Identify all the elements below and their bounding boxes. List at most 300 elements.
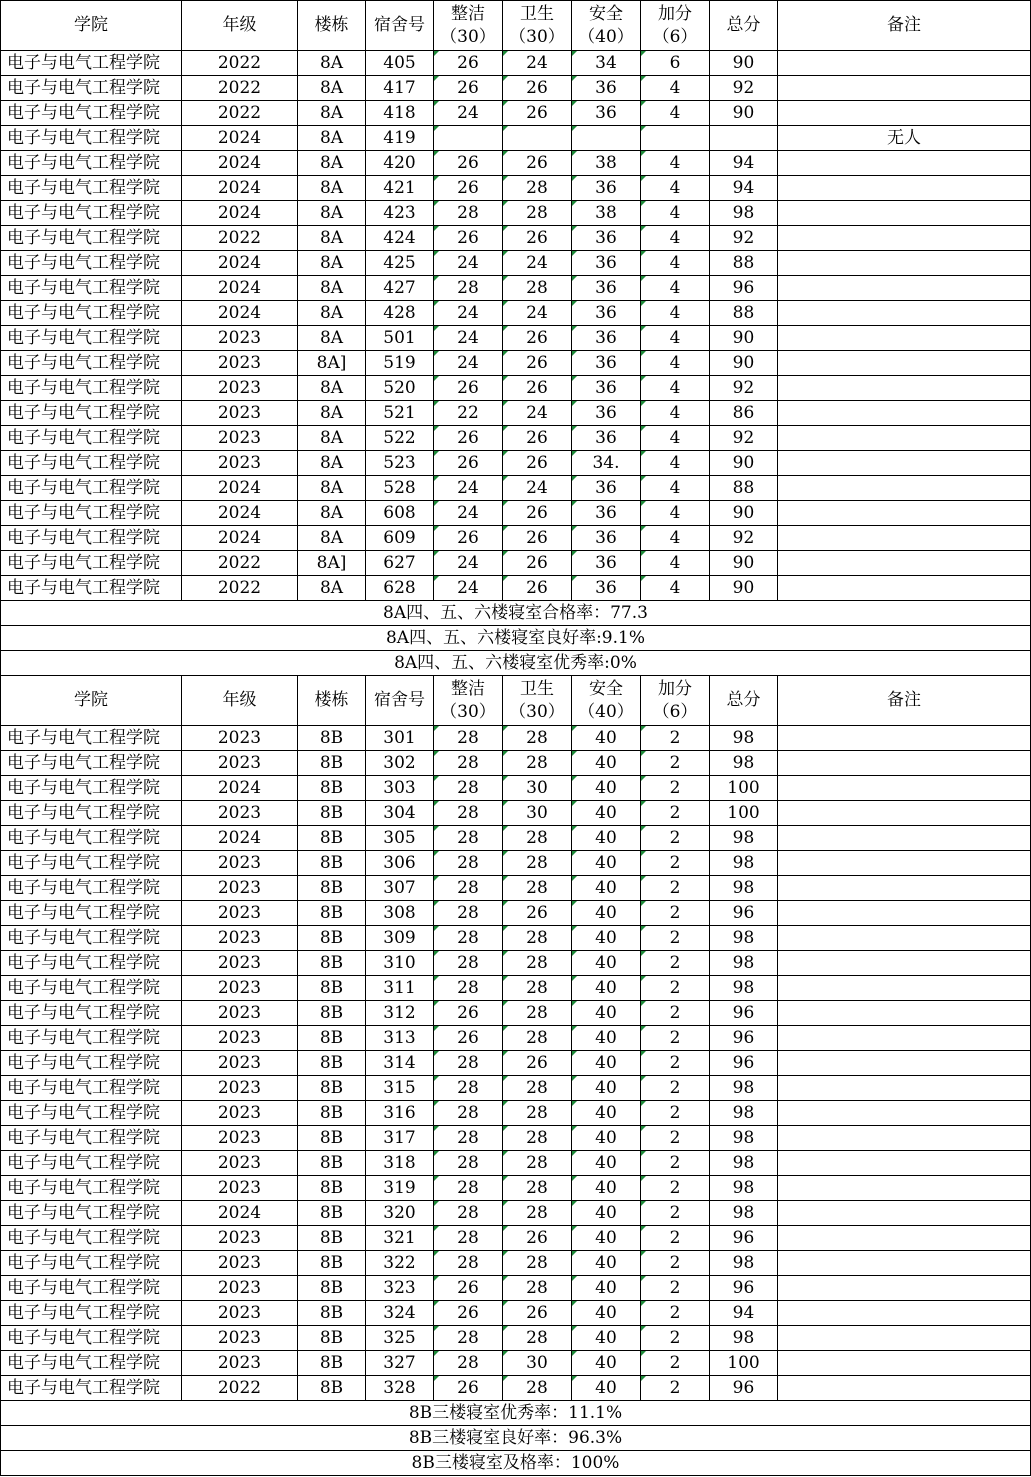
table-row — [1, 826, 1031, 851]
building-cell: 8A — [298, 226, 366, 251]
bonus-cell: 2 — [641, 801, 710, 826]
safety-cell: 36 — [572, 376, 641, 401]
building-cell: 8A — [298, 251, 366, 276]
notes-cell — [778, 1176, 1031, 1201]
header-tidy-max: （30） — [440, 701, 496, 722]
room-cell: 302 — [366, 751, 434, 776]
grade-cell: 2023 — [182, 851, 298, 876]
summary-text: 8A四、五、六楼寝室合格率：77.3 — [1, 601, 1031, 626]
grade-cell: 2024 — [182, 176, 298, 201]
college-cell: 电子与电气工程学院 — [1, 1001, 182, 1026]
total-cell: 96 — [710, 1276, 778, 1301]
college-cell: 电子与电气工程学院 — [1, 1126, 182, 1151]
total-cell: 88 — [710, 251, 778, 276]
notes-cell — [778, 401, 1031, 426]
notes-cell — [778, 1376, 1031, 1401]
table-row — [1, 451, 1031, 476]
safety-cell: 40 — [572, 1226, 641, 1251]
grade-cell: 2024 — [182, 251, 298, 276]
header-room — [366, 1, 434, 51]
tidy-cell: 26 — [434, 451, 503, 476]
table-row — [1, 1276, 1031, 1301]
total-cell: 100 — [710, 1351, 778, 1376]
room-cell: 311 — [366, 976, 434, 1001]
college-cell: 电子与电气工程学院 — [1, 751, 182, 776]
hygiene-cell: 28 — [503, 1276, 572, 1301]
safety-cell: 40 — [572, 1276, 641, 1301]
bonus-cell: 4 — [641, 401, 710, 426]
table-row — [1, 301, 1031, 326]
safety-cell: 36 — [572, 226, 641, 251]
notes-cell — [778, 726, 1031, 751]
hygiene-cell: 28 — [503, 201, 572, 226]
header-hygiene — [503, 1, 572, 51]
college-cell: 电子与电气工程学院 — [1, 301, 182, 326]
tidy-cell: 28 — [434, 1126, 503, 1151]
table-row — [1, 1201, 1031, 1226]
table-row — [1, 726, 1031, 751]
room-cell: 303 — [366, 776, 434, 801]
college-cell: 电子与电气工程学院 — [1, 476, 182, 501]
header-building — [298, 1, 366, 51]
grade-cell: 2022 — [182, 101, 298, 126]
hygiene-cell: 28 — [503, 726, 572, 751]
table-row — [1, 101, 1031, 126]
room-cell: 501 — [366, 326, 434, 351]
bonus-cell: 2 — [641, 1201, 710, 1226]
tidy-cell: 28 — [434, 751, 503, 776]
notes-cell — [778, 1251, 1031, 1276]
building-cell: 8A — [298, 526, 366, 551]
room-cell: 405 — [366, 51, 434, 76]
table-row — [1, 401, 1031, 426]
building-cell: 8B — [298, 1251, 366, 1276]
header-building-label: 楼栋 — [314, 690, 349, 710]
grade-cell: 2024 — [182, 276, 298, 301]
grade-cell: 2022 — [182, 1376, 298, 1401]
hygiene-cell: 26 — [503, 426, 572, 451]
header-college — [1, 1, 182, 51]
college-cell: 电子与电气工程学院 — [1, 1276, 182, 1301]
tidy-cell: 26 — [434, 1376, 503, 1401]
safety-cell: 36 — [572, 326, 641, 351]
total-cell: 98 — [710, 1151, 778, 1176]
room-cell: 421 — [366, 176, 434, 201]
grade-cell: 2024 — [182, 776, 298, 801]
room-cell: 315 — [366, 1076, 434, 1101]
tidy-cell: 24 — [434, 326, 503, 351]
hygiene-cell: 28 — [503, 976, 572, 1001]
tidy-cell: 28 — [434, 1051, 503, 1076]
safety-cell: 36 — [572, 351, 641, 376]
total-cell: 90 — [710, 51, 778, 76]
hygiene-cell: 28 — [503, 276, 572, 301]
room-cell: 301 — [366, 726, 434, 751]
tidy-cell: 26 — [434, 76, 503, 101]
college-cell: 电子与电气工程学院 — [1, 401, 182, 426]
hygiene-cell: 26 — [503, 376, 572, 401]
bonus-cell: 4 — [641, 76, 710, 101]
college-cell: 电子与电气工程学院 — [1, 776, 182, 801]
safety-cell: 40 — [572, 1101, 641, 1126]
grade-cell: 2023 — [182, 1301, 298, 1326]
tidy-cell: 28 — [434, 726, 503, 751]
college-cell: 电子与电气工程学院 — [1, 201, 182, 226]
bonus-cell: 2 — [641, 1326, 710, 1351]
safety-cell: 40 — [572, 1326, 641, 1351]
grade-cell: 2022 — [182, 51, 298, 76]
bonus-cell: 2 — [641, 1101, 710, 1126]
hygiene-cell: 28 — [503, 1376, 572, 1401]
room-cell: 522 — [366, 426, 434, 451]
total-cell: 92 — [710, 226, 778, 251]
grade-cell: 2024 — [182, 201, 298, 226]
safety-cell: 36 — [572, 501, 641, 526]
table-row — [1, 1376, 1031, 1401]
hygiene-cell: 28 — [503, 826, 572, 851]
bonus-cell: 4 — [641, 251, 710, 276]
tidy-cell: 24 — [434, 251, 503, 276]
building-cell: 8B — [298, 1101, 366, 1126]
table-row — [1, 1351, 1031, 1376]
bonus-cell: 4 — [641, 151, 710, 176]
notes-cell — [778, 1226, 1031, 1251]
tidy-cell: 26 — [434, 1276, 503, 1301]
tidy-cell: 26 — [434, 1026, 503, 1051]
bonus-cell — [641, 126, 710, 151]
room-cell: 318 — [366, 1151, 434, 1176]
room-cell: 305 — [366, 826, 434, 851]
college-cell: 电子与电气工程学院 — [1, 51, 182, 76]
notes-cell — [778, 1101, 1031, 1126]
tidy-cell: 28 — [434, 926, 503, 951]
tidy-cell: 26 — [434, 1001, 503, 1026]
bonus-cell: 4 — [641, 501, 710, 526]
table-row — [1, 926, 1031, 951]
hygiene-cell: 30 — [503, 776, 572, 801]
building-cell: 8B — [298, 1001, 366, 1026]
grade-cell: 2023 — [182, 1076, 298, 1101]
room-cell: 321 — [366, 1226, 434, 1251]
safety-cell: 40 — [572, 901, 641, 926]
table-row — [1, 1301, 1031, 1326]
building-cell: 8A — [298, 76, 366, 101]
header-bonus-max: （6） — [652, 26, 698, 47]
hygiene-cell: 26 — [503, 526, 572, 551]
bonus-cell: 4 — [641, 451, 710, 476]
tidy-cell: 26 — [434, 376, 503, 401]
building-cell: 8A — [298, 476, 366, 501]
notes-cell — [778, 151, 1031, 176]
notes-cell — [778, 751, 1031, 776]
tidy-cell: 28 — [434, 1101, 503, 1126]
hygiene-cell: 28 — [503, 1001, 572, 1026]
tidy-cell: 26 — [434, 526, 503, 551]
header-grade — [182, 676, 298, 726]
bonus-cell: 4 — [641, 426, 710, 451]
hygiene-cell: 26 — [503, 1226, 572, 1251]
total-cell: 92 — [710, 526, 778, 551]
bonus-cell: 2 — [641, 1376, 710, 1401]
header-room-label: 宿舍号 — [374, 15, 425, 35]
notes-cell — [778, 426, 1031, 451]
hygiene-cell: 24 — [503, 251, 572, 276]
grade-cell: 2023 — [182, 801, 298, 826]
header-tidy-max: （30） — [440, 26, 496, 47]
building-cell: 8B — [298, 1201, 366, 1226]
total-cell: 96 — [710, 1001, 778, 1026]
safety-cell: 36 — [572, 251, 641, 276]
total-cell: 98 — [710, 1326, 778, 1351]
bonus-cell: 2 — [641, 1151, 710, 1176]
safety-cell: 40 — [572, 951, 641, 976]
header-tidy-label: 整洁 — [451, 3, 485, 24]
grade-cell: 2023 — [182, 1151, 298, 1176]
hygiene-cell: 28 — [503, 1101, 572, 1126]
total-cell: 90 — [710, 351, 778, 376]
tidy-cell: 28 — [434, 201, 503, 226]
total-cell: 98 — [710, 726, 778, 751]
bonus-cell: 2 — [641, 951, 710, 976]
room-cell: 327 — [366, 1351, 434, 1376]
room-cell: 520 — [366, 376, 434, 401]
college-cell: 电子与电气工程学院 — [1, 351, 182, 376]
total-cell: 96 — [710, 1226, 778, 1251]
grade-cell: 2024 — [182, 1201, 298, 1226]
notes-cell: 无人 — [778, 126, 1031, 151]
grade-cell: 2023 — [182, 1051, 298, 1076]
safety-cell: 36 — [572, 551, 641, 576]
building-cell: 8B — [298, 1126, 366, 1151]
summary-text: 8B三楼寝室优秀率：11.1% — [1, 1401, 1031, 1426]
building-cell: 8A — [298, 326, 366, 351]
table-row — [1, 126, 1031, 151]
grade-cell: 2023 — [182, 901, 298, 926]
safety-cell: 40 — [572, 751, 641, 776]
room-cell: 325 — [366, 1326, 434, 1351]
tidy-cell: 28 — [434, 901, 503, 926]
room-cell: 307 — [366, 876, 434, 901]
hygiene-cell: 26 — [503, 901, 572, 926]
building-cell: 8B — [298, 826, 366, 851]
bonus-cell: 4 — [641, 101, 710, 126]
table-row — [1, 876, 1031, 901]
total-cell: 98 — [710, 1176, 778, 1201]
tidy-cell: 24 — [434, 501, 503, 526]
building-cell: 8B — [298, 901, 366, 926]
header-hygiene-label: 卫生 — [520, 3, 554, 24]
grade-cell: 2023 — [182, 426, 298, 451]
tidy-cell: 26 — [434, 226, 503, 251]
safety-cell: 36 — [572, 301, 641, 326]
notes-cell — [778, 301, 1031, 326]
tidy-cell: 28 — [434, 876, 503, 901]
header-grade — [182, 1, 298, 51]
grade-cell: 2023 — [182, 1251, 298, 1276]
notes-cell — [778, 476, 1031, 501]
total-cell: 86 — [710, 401, 778, 426]
bonus-cell: 4 — [641, 276, 710, 301]
tidy-cell: 24 — [434, 551, 503, 576]
grade-cell: 2023 — [182, 1026, 298, 1051]
grade-cell: 2024 — [182, 126, 298, 151]
hygiene-cell: 26 — [503, 576, 572, 601]
hygiene-cell: 28 — [503, 1176, 572, 1201]
tidy-cell: 26 — [434, 426, 503, 451]
bonus-cell: 4 — [641, 226, 710, 251]
table-row — [1, 1251, 1031, 1276]
total-cell: 100 — [710, 776, 778, 801]
bonus-cell: 4 — [641, 551, 710, 576]
bonus-cell: 2 — [641, 776, 710, 801]
notes-cell — [778, 1026, 1031, 1051]
room-cell: 324 — [366, 1301, 434, 1326]
header-total — [710, 1, 778, 51]
grade-cell: 2023 — [182, 951, 298, 976]
bonus-cell: 2 — [641, 1276, 710, 1301]
tidy-cell: 28 — [434, 976, 503, 1001]
college-cell: 电子与电气工程学院 — [1, 1301, 182, 1326]
header-total — [710, 676, 778, 726]
grade-cell: 2023 — [182, 751, 298, 776]
bonus-cell: 4 — [641, 526, 710, 551]
total-cell: 94 — [710, 1301, 778, 1326]
safety-cell: 40 — [572, 826, 641, 851]
building-cell: 8B — [298, 801, 366, 826]
total-cell: 98 — [710, 1101, 778, 1126]
table-row — [1, 851, 1031, 876]
tidy-cell: 28 — [434, 1226, 503, 1251]
college-cell: 电子与电气工程学院 — [1, 801, 182, 826]
room-cell: 304 — [366, 801, 434, 826]
hygiene-cell: 28 — [503, 1326, 572, 1351]
safety-cell: 34 — [572, 51, 641, 76]
safety-cell: 40 — [572, 1026, 641, 1051]
total-cell: 98 — [710, 201, 778, 226]
college-cell: 电子与电气工程学院 — [1, 1351, 182, 1376]
college-cell: 电子与电气工程学院 — [1, 1176, 182, 1201]
bonus-cell: 4 — [641, 476, 710, 501]
total-cell: 92 — [710, 76, 778, 101]
college-cell: 电子与电气工程学院 — [1, 1376, 182, 1401]
header-notes — [778, 676, 1031, 726]
notes-cell — [778, 826, 1031, 851]
bonus-cell: 2 — [641, 1051, 710, 1076]
total-cell: 92 — [710, 426, 778, 451]
building-cell: 8B — [298, 1276, 366, 1301]
building-cell: 8A — [298, 401, 366, 426]
tidy-cell: 28 — [434, 1326, 503, 1351]
room-cell: 306 — [366, 851, 434, 876]
tidy-cell: 26 — [434, 51, 503, 76]
notes-cell — [778, 76, 1031, 101]
college-cell: 电子与电气工程学院 — [1, 1101, 182, 1126]
total-cell: 90 — [710, 326, 778, 351]
room-cell: 420 — [366, 151, 434, 176]
safety-cell: 40 — [572, 1076, 641, 1101]
total-cell: 96 — [710, 901, 778, 926]
tidy-cell: 28 — [434, 851, 503, 876]
safety-cell: 38 — [572, 151, 641, 176]
table-row — [1, 576, 1031, 601]
building-cell: 8B — [298, 1151, 366, 1176]
grade-cell: 2023 — [182, 876, 298, 901]
room-cell: 313 — [366, 1026, 434, 1051]
college-cell: 电子与电气工程学院 — [1, 251, 182, 276]
total-cell: 92 — [710, 376, 778, 401]
tidy-cell: 28 — [434, 1076, 503, 1101]
bonus-cell: 4 — [641, 576, 710, 601]
college-cell: 电子与电气工程学院 — [1, 126, 182, 151]
grade-cell: 2023 — [182, 451, 298, 476]
room-cell: 323 — [366, 1276, 434, 1301]
grade-cell: 2023 — [182, 926, 298, 951]
hygiene-cell: 28 — [503, 1251, 572, 1276]
total-cell: 100 — [710, 801, 778, 826]
table-row — [1, 1326, 1031, 1351]
hygiene-cell: 28 — [503, 176, 572, 201]
safety-cell: 40 — [572, 726, 641, 751]
college-cell: 电子与电气工程学院 — [1, 451, 182, 476]
total-cell: 90 — [710, 551, 778, 576]
header-hygiene — [503, 676, 572, 726]
building-cell: 8A — [298, 376, 366, 401]
hygiene-cell: 26 — [503, 226, 572, 251]
tidy-cell: 22 — [434, 401, 503, 426]
building-cell: 8A — [298, 51, 366, 76]
total-cell: 90 — [710, 101, 778, 126]
hygiene-cell: 26 — [503, 151, 572, 176]
total-cell: 96 — [710, 276, 778, 301]
grade-cell: 2024 — [182, 301, 298, 326]
grade-cell: 2023 — [182, 1126, 298, 1151]
table-row — [1, 776, 1031, 801]
college-cell: 电子与电气工程学院 — [1, 276, 182, 301]
bonus-cell: 2 — [641, 751, 710, 776]
bonus-cell: 4 — [641, 301, 710, 326]
notes-cell — [778, 801, 1031, 826]
safety-cell: 40 — [572, 876, 641, 901]
college-cell: 电子与电气工程学院 — [1, 976, 182, 1001]
total-cell: 98 — [710, 1076, 778, 1101]
safety-cell: 40 — [572, 1301, 641, 1326]
room-cell: 322 — [366, 1251, 434, 1276]
header-bonus-label: 加分 — [658, 678, 692, 699]
room-cell: 419 — [366, 126, 434, 151]
table-row — [1, 1176, 1031, 1201]
grade-cell: 2024 — [182, 826, 298, 851]
notes-cell — [778, 551, 1031, 576]
safety-cell: 36 — [572, 276, 641, 301]
building-cell: 8B — [298, 1301, 366, 1326]
header-building-label: 楼栋 — [314, 15, 349, 35]
room-cell: 320 — [366, 1201, 434, 1226]
bonus-cell: 2 — [641, 926, 710, 951]
table-row — [1, 951, 1031, 976]
total-cell: 96 — [710, 1051, 778, 1076]
bonus-cell: 4 — [641, 326, 710, 351]
bonus-cell: 2 — [641, 1226, 710, 1251]
grade-cell: 2023 — [182, 1176, 298, 1201]
table-row — [1, 1151, 1031, 1176]
building-cell: 8A — [298, 201, 366, 226]
notes-cell — [778, 976, 1031, 1001]
header-bonus-label: 加分 — [658, 3, 692, 24]
college-cell: 电子与电气工程学院 — [1, 926, 182, 951]
tidy-cell: 24 — [434, 476, 503, 501]
total-cell: 90 — [710, 576, 778, 601]
college-cell: 电子与电气工程学院 — [1, 1026, 182, 1051]
